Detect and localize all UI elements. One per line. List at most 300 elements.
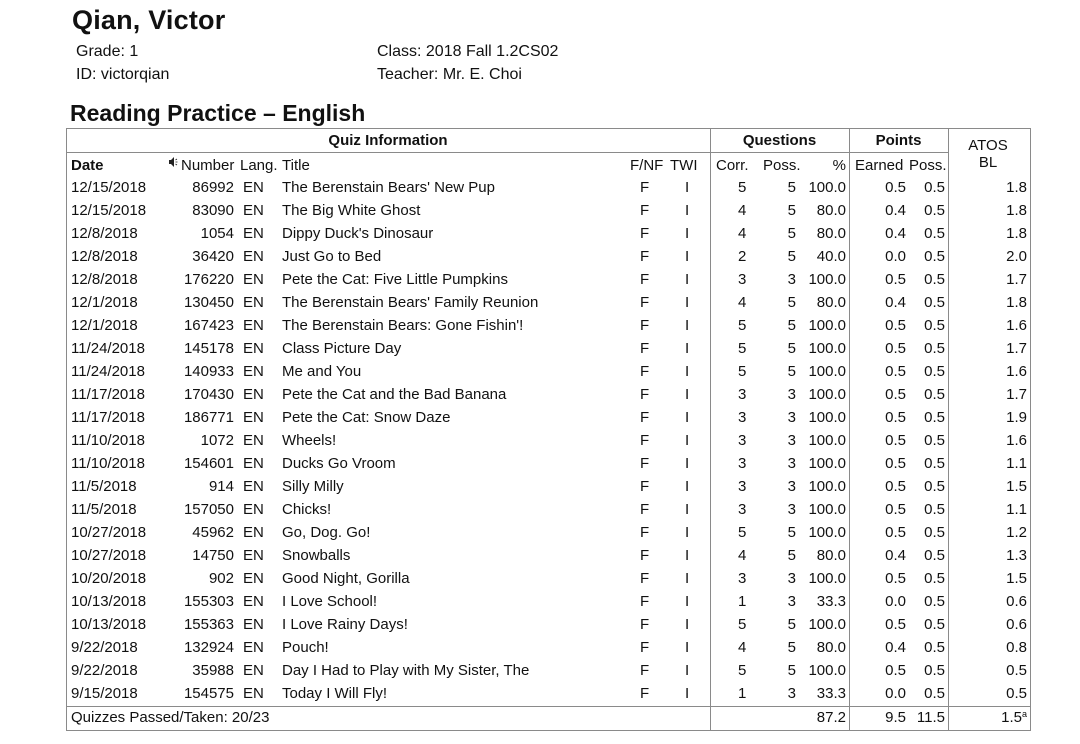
cell-poss: 5 [787, 639, 796, 656]
cell-lang: EN [243, 271, 264, 288]
cell-lang: EN [243, 225, 264, 242]
cell-twi: I [685, 179, 690, 196]
cell-twi: I [685, 202, 690, 219]
cell-bl: 0.6 [1006, 616, 1027, 633]
cell-fnf: F [640, 271, 650, 288]
cell-number: 154601 [183, 455, 234, 472]
cell-earned: 0.5 [885, 363, 906, 380]
cell-earned: 0.0 [885, 248, 906, 265]
cell-lang: EN [243, 202, 264, 219]
cell-bl: 1.6 [1006, 363, 1027, 380]
student-class: Class: 2018 Fall 1.2CS02 [377, 43, 559, 60]
cell-points-poss: 0.5 [924, 340, 945, 357]
cell-poss: 5 [787, 202, 796, 219]
cell-earned: 0.4 [885, 639, 906, 656]
cell-date: 12/8/2018 [71, 271, 138, 288]
cell-twi: I [685, 478, 690, 495]
cell-fnf: F [640, 409, 650, 426]
cell-earned: 0.0 [885, 593, 906, 610]
cell-number: 1054 [200, 225, 234, 242]
cell-title: The Berenstain Bears: Gone Fishin'! [282, 317, 524, 334]
header-fnf: F/NF [630, 157, 664, 174]
cell-fnf: F [640, 225, 650, 242]
cell-earned: 0.5 [885, 524, 906, 541]
cell-corr: 5 [738, 363, 747, 380]
cell-pct: 33.3 [816, 593, 846, 610]
cell-earned: 0.5 [885, 501, 906, 518]
table-row [66, 222, 1031, 245]
cell-twi: I [685, 593, 690, 610]
cell-corr: 2 [738, 248, 747, 265]
student-grade: Grade: 1 [76, 43, 139, 60]
cell-number: 130450 [183, 294, 234, 311]
cell-earned: 0.5 [885, 317, 906, 334]
table-row [66, 613, 1031, 636]
cell-bl: 1.9 [1006, 409, 1027, 426]
cell-lang: EN [243, 639, 264, 656]
cell-poss: 3 [787, 386, 796, 403]
cell-fnf: F [640, 432, 650, 449]
cell-twi: I [685, 432, 690, 449]
cell-poss: 5 [787, 294, 796, 311]
cell-corr: 4 [738, 547, 747, 564]
total-atos-bl-footnote: a [1021, 709, 1027, 719]
cell-fnf: F [640, 202, 650, 219]
cell-bl: 1.1 [1006, 501, 1027, 518]
cell-poss: 3 [787, 271, 796, 288]
cell-date: 11/24/2018 [71, 363, 145, 380]
cell-date: 12/1/2018 [71, 294, 138, 311]
cell-pct: 100.0 [808, 570, 846, 587]
cell-bl: 1.8 [1006, 179, 1027, 196]
cell-number: 155303 [183, 593, 234, 610]
cell-corr: 5 [738, 340, 747, 357]
cell-points-poss: 0.5 [924, 409, 945, 426]
total-points-poss: 11.5 [916, 709, 945, 726]
cell-poss: 5 [787, 524, 796, 541]
table-row [66, 176, 1031, 199]
cell-earned: 0.5 [885, 340, 906, 357]
cell-date: 10/27/2018 [71, 524, 147, 541]
table-row [66, 590, 1031, 613]
cell-date: 11/24/2018 [71, 340, 145, 357]
cell-lang: EN [243, 616, 264, 633]
cell-corr: 3 [738, 455, 747, 472]
cell-poss: 5 [787, 616, 796, 633]
cell-lang: EN [243, 455, 264, 472]
table-row [66, 291, 1031, 314]
cell-pct: 40.0 [816, 248, 846, 265]
cell-points-poss: 0.5 [924, 271, 945, 288]
cell-poss: 3 [787, 409, 796, 426]
cell-bl: 1.6 [1006, 317, 1027, 334]
cell-points-poss: 0.5 [924, 294, 945, 311]
header-atos: ATOS [968, 137, 1008, 154]
total-atos-bl-value: 1.5 [1001, 709, 1022, 726]
cell-earned: 0.5 [885, 478, 906, 495]
cell-pct: 33.3 [816, 685, 846, 702]
totals-separator [66, 706, 1031, 707]
cell-date: 10/13/2018 [71, 593, 147, 610]
cell-title: I Love School! [282, 593, 378, 610]
table-row [66, 199, 1031, 222]
cell-bl: 1.8 [1006, 294, 1027, 311]
cell-twi: I [685, 455, 690, 472]
student-name: Qian, Victor [72, 5, 226, 35]
cell-fnf: F [640, 317, 650, 334]
cell-bl: 0.5 [1006, 685, 1027, 702]
cell-date: 9/15/2018 [71, 685, 138, 702]
cell-points-poss: 0.5 [924, 386, 945, 403]
cell-corr: 5 [738, 524, 747, 541]
cell-number: 83090 [192, 202, 234, 219]
cell-fnf: F [640, 524, 650, 541]
cell-pct: 100.0 [808, 524, 846, 541]
total-atos-bl [966, 709, 1027, 726]
cell-points-poss: 0.5 [924, 248, 945, 265]
cell-points-poss: 0.5 [924, 225, 945, 242]
cell-title: Me and You [282, 363, 362, 380]
cell-pct: 100.0 [808, 662, 846, 679]
cell-poss: 5 [787, 179, 796, 196]
cell-earned: 0.4 [885, 202, 906, 219]
cell-title: The Berenstain Bears' Family Reunion [282, 294, 539, 311]
cell-title: Snowballs [282, 547, 351, 564]
header-quiz-information: Quiz Information [328, 132, 448, 149]
cell-pct: 100.0 [808, 271, 846, 288]
header-percent: % [832, 157, 846, 174]
table-row [66, 268, 1031, 291]
cell-title: Pouch! [282, 639, 329, 656]
cell-poss: 3 [787, 501, 796, 518]
cell-poss: 5 [787, 363, 796, 380]
table-row [66, 475, 1031, 498]
cell-earned: 0.5 [885, 386, 906, 403]
table-row [66, 429, 1031, 452]
cell-poss: 5 [787, 340, 796, 357]
cell-earned: 0.5 [885, 662, 906, 679]
cell-lang: EN [243, 179, 264, 196]
speaker-icon [168, 155, 178, 171]
cell-points-poss: 0.5 [924, 363, 945, 380]
cell-pct: 100.0 [808, 363, 846, 380]
cell-lang: EN [243, 363, 264, 380]
header-title: Title [282, 157, 310, 174]
cell-date: 12/8/2018 [71, 225, 138, 242]
cell-title: Today I Will Fly! [282, 685, 388, 702]
cell-earned: 0.4 [885, 547, 906, 564]
cell-bl: 1.7 [1006, 271, 1027, 288]
cell-fnf: F [640, 639, 650, 656]
cell-lang: EN [243, 386, 264, 403]
cell-corr: 4 [738, 202, 747, 219]
cell-earned: 0.5 [885, 432, 906, 449]
cell-title: Pete the Cat: Five Little Pumpkins [282, 271, 508, 288]
cell-number: 86992 [192, 179, 234, 196]
cell-twi: I [685, 248, 690, 265]
cell-corr: 1 [738, 685, 747, 702]
cell-title: I Love Rainy Days! [282, 616, 408, 633]
cell-corr: 5 [738, 662, 747, 679]
cell-number: 14750 [192, 547, 234, 564]
cell-lang: EN [243, 501, 264, 518]
cell-date: 10/20/2018 [71, 570, 147, 587]
table-row [66, 521, 1031, 544]
cell-date: 11/17/2018 [71, 386, 145, 403]
table-row [66, 544, 1031, 567]
cell-twi: I [685, 616, 690, 633]
cell-poss: 5 [787, 225, 796, 242]
cell-title: Silly Milly [282, 478, 344, 495]
cell-number: 186771 [183, 409, 234, 426]
cell-date: 11/5/2018 [71, 501, 137, 518]
cell-twi: I [685, 386, 690, 403]
cell-number: 176220 [183, 271, 234, 288]
cell-lang: EN [243, 570, 264, 587]
cell-number: 36420 [192, 248, 234, 265]
cell-pct: 100.0 [808, 501, 846, 518]
cell-twi: I [685, 685, 690, 702]
cell-pct: 80.0 [816, 639, 846, 656]
cell-poss: 3 [787, 685, 796, 702]
cell-number: 1072 [200, 432, 234, 449]
cell-bl: 1.7 [1006, 386, 1027, 403]
cell-bl: 1.6 [1006, 432, 1027, 449]
cell-fnf: F [640, 570, 650, 587]
section-title: Reading Practice – English [70, 100, 366, 126]
cell-bl: 1.5 [1006, 478, 1027, 495]
table-row [66, 452, 1031, 475]
cell-number: 902 [208, 570, 234, 587]
cell-bl: 2.0 [1006, 248, 1027, 265]
cell-lang: EN [243, 294, 264, 311]
cell-earned: 0.0 [885, 685, 906, 702]
cell-poss: 3 [787, 455, 796, 472]
table-row [66, 360, 1031, 383]
cell-date: 11/10/2018 [71, 455, 145, 472]
cell-earned: 0.5 [885, 616, 906, 633]
cell-twi: I [685, 340, 690, 357]
cell-twi: I [685, 662, 690, 679]
cell-earned: 0.5 [885, 179, 906, 196]
cell-corr: 3 [738, 271, 747, 288]
cell-number: 154575 [183, 685, 234, 702]
table-row [66, 498, 1031, 521]
cell-lang: EN [243, 432, 264, 449]
cell-points-poss: 0.5 [924, 501, 945, 518]
cell-earned: 0.5 [885, 455, 906, 472]
cell-corr: 3 [738, 432, 747, 449]
cell-pct: 80.0 [816, 294, 846, 311]
table-row [66, 659, 1031, 682]
cell-number: 35988 [192, 662, 234, 679]
header-questions-poss: Poss. [763, 157, 801, 174]
header-bl: BL [978, 154, 998, 171]
cell-pct: 80.0 [816, 547, 846, 564]
cell-fnf: F [640, 616, 650, 633]
cell-twi: I [685, 547, 690, 564]
cell-pct: 100.0 [808, 386, 846, 403]
cell-number: 155363 [183, 616, 234, 633]
cell-date: 12/15/2018 [71, 202, 147, 219]
cell-date: 12/8/2018 [71, 248, 138, 265]
cell-title: Pete the Cat and the Bad Banana [282, 386, 507, 403]
table-row [66, 636, 1031, 659]
header-points: Points [875, 132, 922, 149]
cell-number: 45962 [192, 524, 234, 541]
cell-fnf: F [640, 662, 650, 679]
cell-corr: 1 [738, 593, 747, 610]
cell-bl: 1.8 [1006, 202, 1027, 219]
cell-number: 167423 [183, 317, 234, 334]
cell-pct: 100.0 [808, 616, 846, 633]
cell-points-poss: 0.5 [924, 202, 945, 219]
cell-title: Ducks Go Vroom [282, 455, 396, 472]
cell-poss: 5 [787, 248, 796, 265]
cell-title: Wheels! [282, 432, 337, 449]
cell-fnf: F [640, 386, 650, 403]
cell-lang: EN [243, 524, 264, 541]
cell-pct: 100.0 [808, 317, 846, 334]
cell-lang: EN [243, 340, 264, 357]
cell-number: 145178 [183, 340, 234, 357]
cell-date: 12/15/2018 [71, 179, 147, 196]
cell-lang: EN [243, 685, 264, 702]
cell-date: 9/22/2018 [71, 639, 138, 656]
cell-points-poss: 0.5 [924, 547, 945, 564]
cell-poss: 3 [787, 478, 796, 495]
cell-twi: I [685, 501, 690, 518]
header-lang: Lang. [240, 157, 278, 174]
cell-date: 11/10/2018 [71, 432, 145, 449]
header-twi: TWI [670, 157, 698, 174]
cell-date: 9/22/2018 [71, 662, 138, 679]
cell-points-poss: 0.5 [924, 179, 945, 196]
cell-number: 914 [208, 478, 234, 495]
cell-title: Day I Had to Play with My Sister, The [282, 662, 530, 679]
total-percent: 87.2 [816, 709, 846, 726]
cell-fnf: F [640, 294, 650, 311]
table-border-bottom [66, 730, 1031, 731]
cell-bl: 0.6 [1006, 593, 1027, 610]
cell-poss: 3 [787, 432, 796, 449]
cell-earned: 0.5 [885, 570, 906, 587]
cell-points-poss: 0.5 [924, 478, 945, 495]
header-points-poss: Poss. [909, 157, 947, 174]
cell-twi: I [685, 294, 690, 311]
cell-pct: 100.0 [808, 432, 846, 449]
cell-date: 12/1/2018 [71, 317, 138, 334]
cell-bl: 1.7 [1006, 340, 1027, 357]
cell-bl: 1.8 [1006, 225, 1027, 242]
cell-poss: 5 [787, 547, 796, 564]
cell-points-poss: 0.5 [924, 432, 945, 449]
table-row [66, 682, 1031, 705]
table-row [66, 567, 1031, 590]
cell-earned: 0.4 [885, 294, 906, 311]
cell-title: Pete the Cat: Snow Daze [282, 409, 451, 426]
reading-practice-table [66, 128, 1031, 731]
table-row [66, 383, 1031, 406]
cell-twi: I [685, 363, 690, 380]
header-number: Number [181, 157, 235, 174]
cell-twi: I [685, 271, 690, 288]
cell-fnf: F [640, 478, 650, 495]
cell-date: 10/27/2018 [71, 547, 147, 564]
cell-lang: EN [243, 409, 264, 426]
cell-fnf: F [640, 363, 650, 380]
cell-bl: 0.5 [1006, 662, 1027, 679]
cell-poss: 5 [787, 662, 796, 679]
cell-title: The Berenstain Bears' New Pup [282, 179, 495, 196]
cell-date: 11/5/2018 [71, 478, 137, 495]
cell-corr: 3 [738, 409, 747, 426]
cell-lang: EN [243, 547, 264, 564]
cell-twi: I [685, 317, 690, 334]
quizzes-passed-summary: Quizzes Passed/Taken: 20/23 [71, 709, 270, 726]
cell-lang: EN [243, 478, 264, 495]
cell-lang: EN [243, 593, 264, 610]
cell-corr: 3 [738, 570, 747, 587]
cell-fnf: F [640, 179, 650, 196]
cell-title: Class Picture Day [282, 340, 402, 357]
cell-twi: I [685, 409, 690, 426]
header-date: Date [71, 157, 104, 174]
total-earned: 9.5 [885, 709, 906, 726]
cell-points-poss: 0.5 [924, 685, 945, 702]
cell-number: 132924 [183, 639, 234, 656]
cell-pct: 80.0 [816, 202, 846, 219]
table-border-top [66, 128, 1031, 129]
cell-corr: 5 [738, 317, 747, 334]
cell-poss: 3 [787, 570, 796, 587]
cell-twi: I [685, 225, 690, 242]
cell-bl: 1.2 [1006, 524, 1027, 541]
cell-corr: 4 [738, 225, 747, 242]
cell-fnf: F [640, 593, 650, 610]
cell-pct: 100.0 [808, 455, 846, 472]
cell-points-poss: 0.5 [924, 593, 945, 610]
quiz-rows [66, 176, 1031, 705]
cell-points-poss: 0.5 [924, 570, 945, 587]
cell-corr: 3 [738, 501, 747, 518]
cell-pct: 100.0 [808, 179, 846, 196]
cell-lang: EN [243, 662, 264, 679]
cell-title: Just Go to Bed [282, 248, 382, 265]
cell-date: 11/17/2018 [71, 409, 145, 426]
cell-title: Dippy Duck's Dinosaur [282, 225, 434, 242]
cell-title: Go, Dog. Go! [282, 524, 371, 541]
cell-fnf: F [640, 248, 650, 265]
cell-fnf: F [640, 501, 650, 518]
cell-fnf: F [640, 340, 650, 357]
cell-fnf: F [640, 547, 650, 564]
cell-title: Good Night, Gorilla [282, 570, 410, 587]
cell-number: 170430 [183, 386, 234, 403]
cell-points-poss: 0.5 [924, 455, 945, 472]
cell-title: The Big White Ghost [282, 202, 421, 219]
cell-pct: 80.0 [816, 225, 846, 242]
cell-points-poss: 0.5 [924, 639, 945, 656]
cell-poss: 3 [787, 593, 796, 610]
cell-pct: 100.0 [808, 409, 846, 426]
cell-number: 140933 [183, 363, 234, 380]
cell-poss: 5 [787, 317, 796, 334]
cell-twi: I [685, 570, 690, 587]
cell-corr: 4 [738, 639, 747, 656]
cell-twi: I [685, 524, 690, 541]
cell-twi: I [685, 639, 690, 656]
